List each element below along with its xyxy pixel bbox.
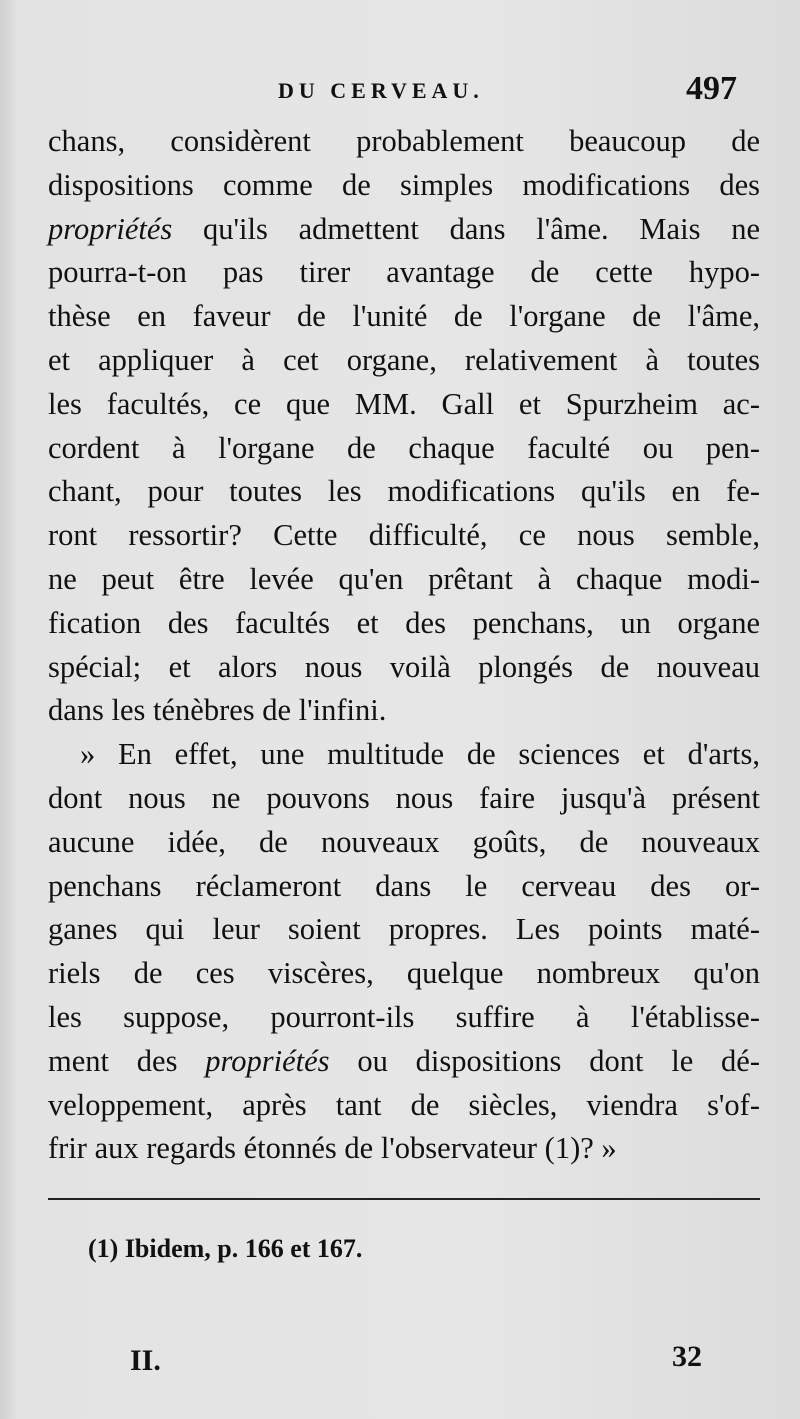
- text-line: veloppement, après tant de siècles, viendra s'of-: [48, 1087, 760, 1122]
- text-line: [48, 1040, 760, 1084]
- text-line: » En effet, une multitude de sciences et d'arts,: [80, 737, 760, 772]
- text-line: dispositions comme de simples modifications des: [48, 167, 760, 202]
- footnote: (1) Ibidem, p. 166 et 167.: [88, 1234, 363, 1263]
- text-line: thèse en faveur de l'unité de l'organe de l'âme,: [48, 299, 760, 334]
- text-line: les facultés, ce que MM. Gall et Spurzheim ac-: [48, 386, 760, 421]
- sheet-number: 32: [672, 1340, 702, 1373]
- text-line: penchans réclameront dans le cerveau des or-: [48, 868, 760, 903]
- italic-word: propriétés: [48, 211, 173, 246]
- text-line: spécial; et alors nous voilà plongés de nouveau: [48, 649, 760, 684]
- text-segment: qu'ils admettent dans l'âme. Mais ne: [172, 211, 760, 246]
- body-text: [48, 120, 760, 1171]
- paragraph-1: [48, 120, 760, 733]
- text-line: dans les ténèbres de l'infini.: [48, 693, 387, 728]
- italic-word: propriétés: [205, 1043, 330, 1078]
- text-line: chans, considèrent probablement beaucoup de: [48, 124, 760, 158]
- running-head: [0, 70, 800, 110]
- running-title: DU CERVEAU.: [278, 78, 484, 103]
- text-line: chant, pour toutes les modifications qu'ils en fe-: [48, 474, 760, 509]
- text-segment: ment des: [48, 1043, 206, 1078]
- footnote-rule: [48, 1198, 760, 1200]
- text-line: aucune idée, de nouveaux goûts, de nouveaux: [48, 824, 760, 859]
- text-line: riels de ces viscères, quelque nombreux qu'on: [48, 956, 760, 991]
- text-line: ganes qui leur soient propres. Les points maté-: [48, 912, 760, 947]
- page-number: 497: [686, 70, 737, 107]
- text-line: les suppose, pourront-ils suffire à l'établisse-: [48, 999, 760, 1034]
- text-line: cordent à l'organe de chaque faculté ou pen-: [48, 430, 760, 465]
- text-line: ront ressortir? Cette difficulté, ce nous semble,: [48, 518, 760, 553]
- text-line: [48, 208, 760, 252]
- text-line: dont nous ne pouvons nous faire jusqu'à présent: [48, 780, 760, 815]
- paragraph-2: [48, 733, 760, 1171]
- text-line: ne peut être levée qu'en prêtant à chaque modi-: [48, 561, 760, 596]
- signature-mark: II.: [130, 1344, 161, 1377]
- text-line: frir aux regards étonnés de l'observateur (1)? »: [48, 1131, 617, 1166]
- text-line: et appliquer à cet organe, relativement à toutes: [48, 342, 760, 377]
- text-line: pourra-t-on pas tirer avantage de cette hypo-: [48, 255, 760, 290]
- text-line: fication des facultés et des penchans, un organe: [48, 605, 760, 640]
- text-segment: ou dispositions dont le dé-: [329, 1043, 760, 1078]
